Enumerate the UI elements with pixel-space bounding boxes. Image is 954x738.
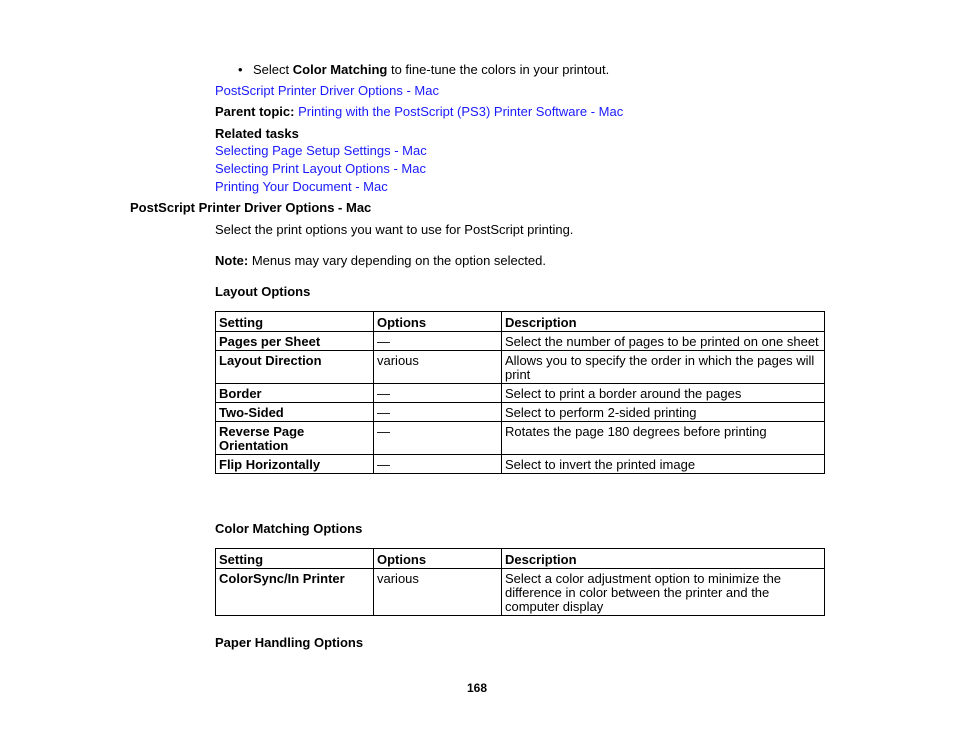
options-cell: — bbox=[374, 332, 502, 351]
setting-cell: Layout Direction bbox=[216, 351, 374, 384]
description-cell: Select a color adjustment option to minimize the difference in color between the printer and the computer display bbox=[502, 569, 825, 616]
setting-cell: Border bbox=[216, 384, 374, 403]
description-cell: Select to print a border around the pages bbox=[502, 384, 825, 403]
page-number: 168 bbox=[466, 681, 488, 695]
parent-topic-label: Parent topic: bbox=[215, 104, 295, 119]
description-cell: Select to perform 2-sided printing bbox=[502, 403, 825, 422]
options-cell: — bbox=[374, 384, 502, 403]
column-header: Description bbox=[502, 312, 825, 332]
description-cell: Select to invert the printed image bbox=[502, 455, 825, 474]
table-row bbox=[216, 351, 825, 384]
driver-options-link[interactable]: PostScript Printer Driver Options - Mac bbox=[215, 83, 439, 98]
bullet-marker: • bbox=[238, 62, 243, 77]
setting-cell: Two-Sided bbox=[216, 403, 374, 422]
description-cell: Rotates the page 180 degrees before printing bbox=[502, 422, 825, 455]
table-row bbox=[216, 569, 825, 616]
setting-cell: Reverse Page Orientation bbox=[216, 422, 374, 455]
options-cell: — bbox=[374, 422, 502, 455]
setting-cell: ColorSync/In Printer bbox=[216, 569, 374, 616]
note-text: Menus may vary depending on the option selected. bbox=[248, 253, 546, 268]
setting-cell: Flip Horizontally bbox=[216, 455, 374, 474]
paper-handling-heading: Paper Handling Options bbox=[215, 635, 364, 650]
table-header-row bbox=[216, 312, 825, 332]
related-task-link[interactable]: Selecting Print Layout Options - Mac bbox=[215, 161, 426, 176]
table-row bbox=[216, 384, 825, 403]
table-header-row bbox=[216, 549, 825, 569]
note-label: Note: bbox=[215, 253, 249, 268]
color-matching-heading: Color Matching Options bbox=[215, 521, 363, 536]
description-cell: Select the number of pages to be printed on one sheet bbox=[502, 332, 825, 351]
related-task-link[interactable]: Printing Your Document - Mac bbox=[215, 179, 388, 194]
options-cell: — bbox=[374, 403, 502, 422]
options-cell: — bbox=[374, 455, 502, 474]
table-row bbox=[216, 422, 825, 455]
column-header: Description bbox=[502, 549, 825, 569]
options-cell: various bbox=[374, 569, 502, 616]
column-header: Options bbox=[374, 312, 502, 332]
section-title: PostScript Printer Driver Options - Mac bbox=[130, 200, 372, 215]
setting-cell: Pages per Sheet bbox=[216, 332, 374, 351]
related-task-link[interactable]: Selecting Page Setup Settings - Mac bbox=[215, 143, 427, 158]
intro-bullet-text: Select Color Matching to fine-tune the colors in your printout. bbox=[253, 62, 610, 77]
table-row bbox=[216, 455, 825, 474]
description-cell: Allows you to specify the order in which the pages will print bbox=[502, 351, 825, 384]
layout-options-table bbox=[215, 311, 825, 474]
parent-topic-link[interactable]: Printing with the PostScript (PS3) Printer Software - Mac bbox=[298, 104, 624, 119]
column-header: Options bbox=[374, 549, 502, 569]
note bbox=[215, 253, 546, 268]
related-tasks-heading: Related tasks bbox=[215, 126, 299, 141]
column-header: Setting bbox=[216, 312, 374, 332]
column-header: Setting bbox=[216, 549, 374, 569]
table-row bbox=[216, 332, 825, 351]
section-intro: Select the print options you want to use for PostScript printing. bbox=[215, 222, 574, 237]
parent-topic bbox=[215, 104, 623, 119]
options-cell: various bbox=[374, 351, 502, 384]
table-row bbox=[216, 403, 825, 422]
layout-options-heading: Layout Options bbox=[215, 284, 311, 299]
color-matching-table bbox=[215, 548, 825, 616]
